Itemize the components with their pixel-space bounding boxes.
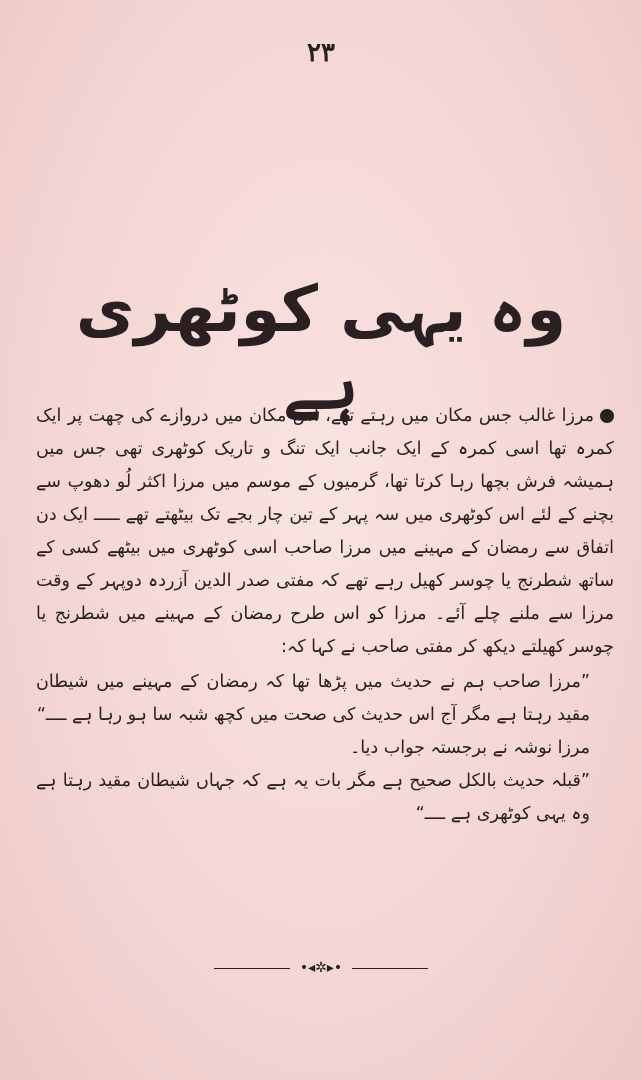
ornament-line-left	[214, 968, 290, 969]
page-number: ۲۳	[307, 38, 335, 68]
bullet-icon	[600, 409, 614, 423]
ornament-line-right	[352, 968, 428, 969]
ornament-flourish-icon: •◂✲▸•	[299, 960, 343, 976]
closing-ornament	[0, 960, 642, 976]
paragraph-main: مرزا غالب جس مکان میں رہتے تھے، اُس مکان میں دروازے کی چھت پر ایک کمرہ تھا اسی کمرہ کے ایک جانب ایک تنگ و تاریک کوٹھری تھی جس میں ہمیشہ فرش بچھا رہا کرتا تھا، گرمیوں کے موسم میں مرزا اکثر لُو دھوپ سے بچنے کے لئے اس کوٹھری میں سہ پہر کے تین چار بجے تک بیٹھتے تھے ـــــ ایک دن اتفاق سے رمضان کے مہینے میں مرزا صاحب اسی کوٹھری میں بیٹھے کسی کے ساتھ شطرنج یا چوسر کھیل رہے تھے کہ مفتی صدر الدین آزردہ دوپہر کے وقت مرزا سے ملنے چلے آئے۔ مرزا کو اس طرح رمضان کے مہینے میں شطرنج یا چوسر کھیلتے دیکھ کر مفتی صاحب نے کہا کہ:	[36, 406, 614, 657]
paragraph-mirza-reply-intro: مرزا نوشہ نے برجستہ جواب دیا۔	[349, 738, 590, 758]
paragraph-mufti-quote: ”مرزا صاحب ہم نے حدیث میں پڑھا تھا کہ رمضان کے مہینے میں شیطان مقید رہتا ہے مگر آج اس حدیث کی صحت میں کچھ شبہ سا ہو رہا ہے ــــ“	[36, 672, 590, 725]
paragraph-mirza-quote: ”قبلہ حدیث بالکل صحیح ہے مگر بات یہ ہے کہ جہاں شیطان مقید رہتا ہے وہ یہی کوٹھری ہے ــــ“	[36, 771, 590, 824]
chapter-title: وہ یہی کوٹھری ہے	[75, 273, 567, 424]
body-text	[36, 400, 614, 831]
